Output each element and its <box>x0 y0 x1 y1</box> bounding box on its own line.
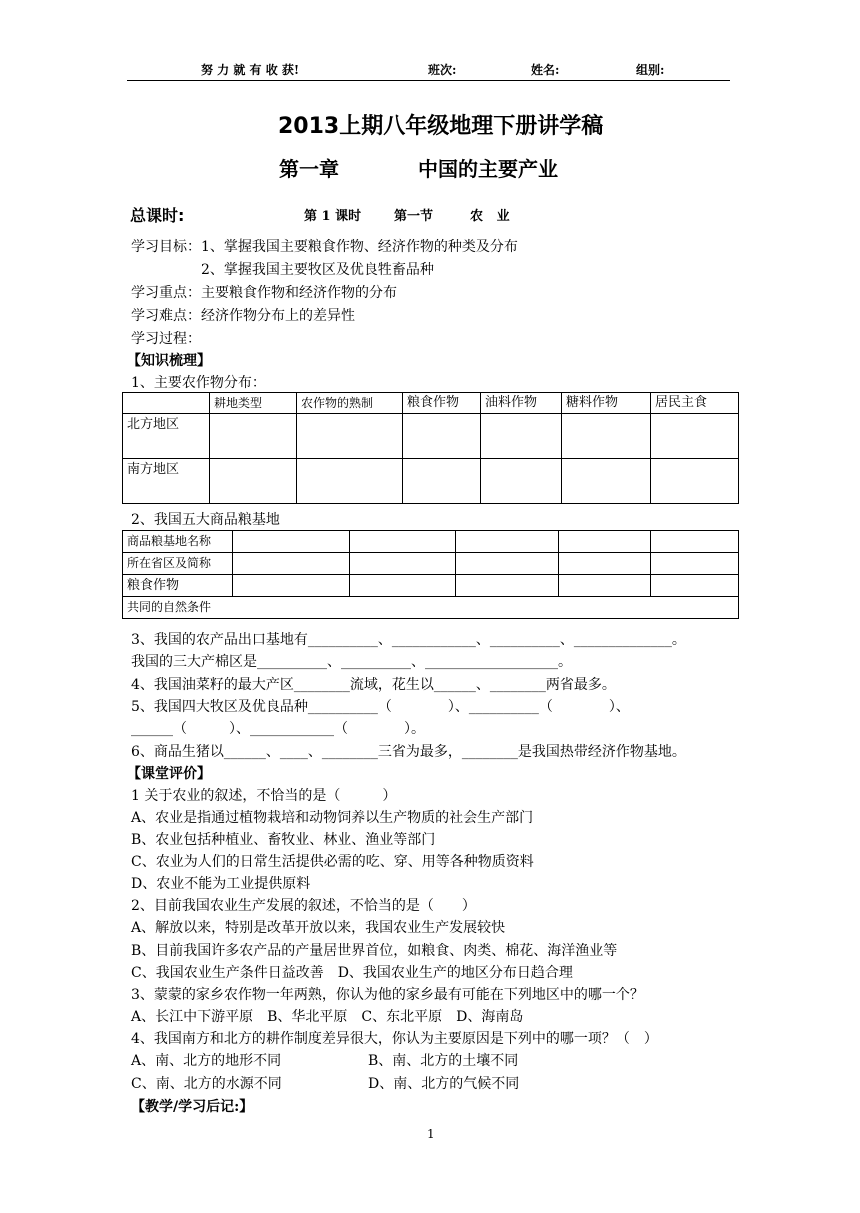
option-line: D、农业不能为工业提供原料 <box>131 876 311 892</box>
row-label-south: 南方地区 <box>123 459 210 504</box>
learning-goal-2: 2、掌握我国主要牧区及优良牲畜品种 <box>131 262 434 278</box>
table-cell[interactable] <box>456 553 559 575</box>
table-header-cell: 居民主食 <box>651 393 739 414</box>
fill-line: 6、商品生猪以______、____、________三省为最多，________是我国热带经济作物基地。 <box>131 744 686 760</box>
header-rule <box>127 80 730 81</box>
fill-line: ______（ ）、____________（ ）。 <box>131 721 425 737</box>
table-cell[interactable] <box>562 459 651 504</box>
table-header-cell: 耕地类型 <box>210 393 297 414</box>
table-header-cell: 糖料作物 <box>562 393 651 414</box>
table-cell[interactable] <box>456 531 559 553</box>
table-cell[interactable] <box>559 531 651 553</box>
table-cell[interactable] <box>651 459 739 504</box>
name-label: 姓名: <box>531 63 560 77</box>
chapter-number: 第一章 <box>279 157 339 181</box>
header-motto: 努 力 就 有 收 获! <box>201 63 300 77</box>
option-a: A、南、北方的地形不同 <box>131 1053 282 1069</box>
question-line: 4、我国南方和北方的耕作制度差异很大，你认为主要原因是下列中的哪一项？（ ） <box>131 1031 658 1047</box>
table-cell[interactable] <box>350 575 456 597</box>
row-label: 所在省区及简称 <box>123 553 233 575</box>
option-line: A、农业是指通过植物栽培和动物饲养以生产物质的社会生产部门 <box>131 810 534 826</box>
row-label-north: 北方地区 <box>123 414 210 459</box>
table-cell[interactable] <box>651 575 739 597</box>
group-label: 组别: <box>636 63 665 77</box>
table-cell[interactable] <box>651 531 739 553</box>
option-line: B、农业包括种植业、畜牧业、林业、渔业等部门 <box>131 832 436 848</box>
option-line: A、长江中下游平原 B、华北平原 C、东北平原 D、海南岛 <box>131 1009 524 1025</box>
class-label: 班次: <box>428 63 457 77</box>
grain-base-table <box>122 530 739 619</box>
option-d: D、南、北方的气候不同 <box>368 1076 520 1092</box>
question-line: 3、蒙蒙的家乡农作物一年两熟，你认为他的家乡最有可能在下列地区中的哪一个？ <box>131 987 644 1003</box>
table-cell[interactable] <box>233 531 350 553</box>
table-cell[interactable] <box>559 553 651 575</box>
row-label: 商品粮基地名称 <box>123 531 233 553</box>
fill-line: 我国的三大产棉区是__________、__________、___________________。 <box>131 654 572 670</box>
table-header-cell: 油料作物 <box>481 393 562 414</box>
lesson-topic: 农 业 <box>470 209 510 224</box>
key-point: 学习重点：主要粮食作物和经济作物的分布 <box>131 285 397 301</box>
fill-line: 3、我国的农产品出口基地有__________、____________、__________、______________。 <box>131 632 686 648</box>
table-header-cell: 农作物的熟制 <box>297 393 403 414</box>
table-cell[interactable] <box>297 414 403 459</box>
table-header-cell <box>123 393 210 414</box>
option-b: B、南、北方的土壤不同 <box>368 1053 519 1069</box>
table-cell[interactable] <box>562 414 651 459</box>
lesson-period: 第 1 课时 <box>304 209 362 224</box>
lesson-section: 第一节 <box>394 209 434 224</box>
table-header-cell: 粮食作物 <box>403 393 481 414</box>
fill-line: 5、我国四大牧区及优良品种__________（ ）、__________（ ）、 <box>131 699 630 715</box>
table-cell[interactable] <box>559 575 651 597</box>
learning-goal-1: 学习目标：1、掌握我国主要粮食作物、经济作物的种类及分布 <box>131 239 518 255</box>
row-label: 粮食作物 <box>123 575 233 597</box>
chapter-name: 中国的主要产业 <box>418 157 558 181</box>
knowledge-heading: 【知识梳理】 <box>127 353 211 369</box>
table-cell[interactable] <box>403 414 481 459</box>
table-cell[interactable] <box>297 459 403 504</box>
table-cell[interactable] <box>350 531 456 553</box>
table-cell[interactable] <box>481 459 562 504</box>
afterword-heading: 【教学/学习后记:】 <box>131 1099 254 1115</box>
table-cell[interactable] <box>651 553 739 575</box>
table-cell[interactable] <box>403 459 481 504</box>
page-number: 1 <box>427 1127 435 1141</box>
table-cell[interactable] <box>456 575 559 597</box>
table-cell[interactable] <box>210 459 297 504</box>
evaluation-heading: 【课堂评价】 <box>127 766 211 782</box>
difficult-point: 学习难点：经济作物分布上的差异性 <box>131 308 355 324</box>
option-line: C、农业为人们的日常生活提供必需的吃、穿、用等各种物质资料 <box>131 854 534 870</box>
section-1-title: 1、主要农作物分布： <box>131 375 266 391</box>
table-cell[interactable] <box>210 414 297 459</box>
page-title: 2013上期八年级地理下册讲学稿 <box>278 114 604 139</box>
option-c: C、南、北方的水源不同 <box>131 1076 282 1092</box>
row-label: 共同的自然条件 <box>123 597 739 619</box>
question-line: 1 关于农业的叙述，不恰当的是（ ） <box>131 788 397 804</box>
table-cell[interactable] <box>481 414 562 459</box>
fill-line: 4、我国油菜籽的最大产区________流域，花生以______、________两省最多。 <box>131 677 616 693</box>
question-line: 2、目前我国农业生产发展的叙述，不恰当的是（ ） <box>131 898 476 914</box>
table-cell[interactable] <box>233 575 350 597</box>
total-periods-label: 总课时: <box>130 206 185 225</box>
table-cell[interactable] <box>350 553 456 575</box>
section-2-title: 2、我国五大商品粮基地 <box>131 512 280 528</box>
crop-distribution-table <box>122 392 739 504</box>
table-cell[interactable] <box>233 553 350 575</box>
option-line: A、解放以来，特别是改革开放以来，我国农业生产发展较快 <box>131 920 506 936</box>
process-label: 学习过程： <box>131 331 201 347</box>
option-line: C、我国农业生产条件日益改善 D、我国农业生产的地区分布日趋合理 <box>131 965 573 981</box>
table-cell[interactable] <box>651 414 739 459</box>
option-line: B、目前我国许多农产品的产量居世界首位，如粮食、肉类、棉花、海洋渔业等 <box>131 943 618 959</box>
